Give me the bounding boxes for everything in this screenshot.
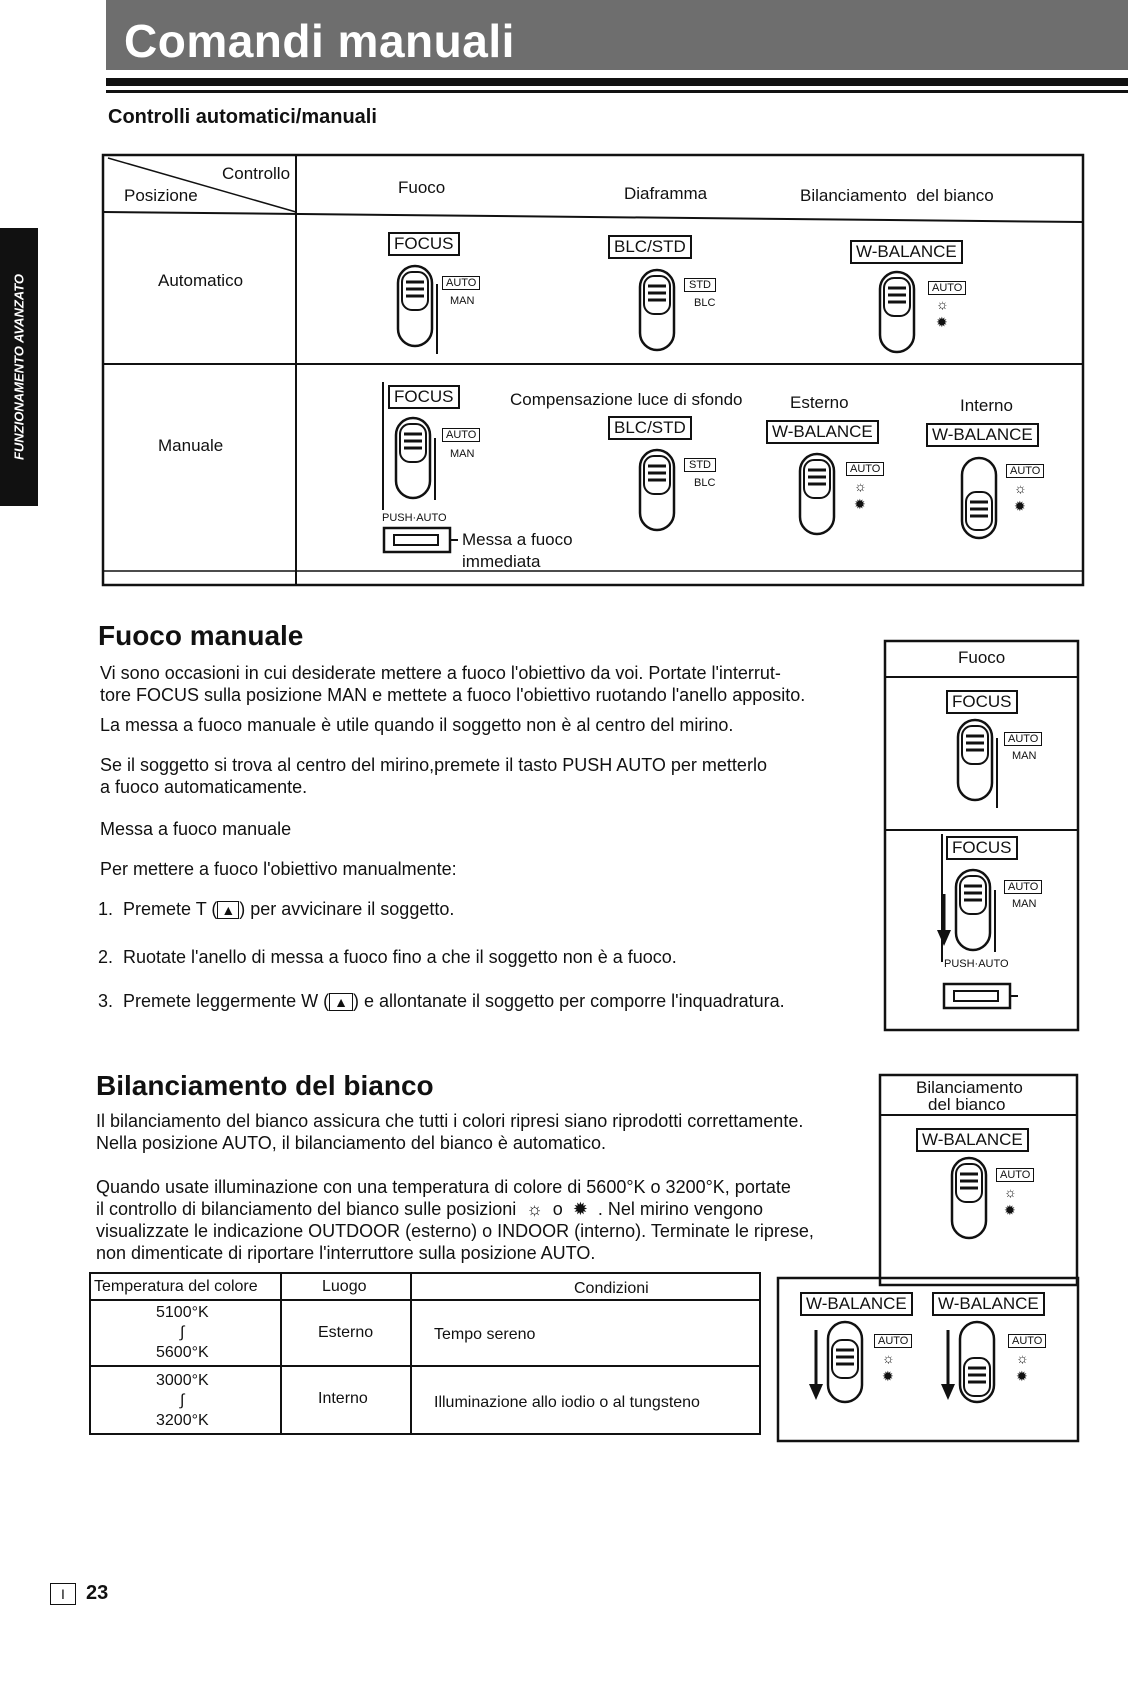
wb-box-title-2: del bianco — [928, 1095, 1006, 1114]
focus-p2: La messa a fuoco manuale è utile quando il soggetto non è al centro del mirino. — [100, 715, 734, 735]
focus-box-push: PUSH·AUTO — [944, 958, 1009, 970]
col-iris: Diaframma — [624, 184, 708, 203]
tele-icon: ▲ — [217, 901, 239, 919]
blc-label-auto: BLC/STD — [608, 235, 692, 259]
std-tag-2: STD — [684, 458, 716, 472]
man-tag-1: MAN — [450, 295, 475, 307]
outdoor-label: Esterno — [790, 393, 849, 412]
row-automatic: Automatico — [158, 271, 244, 290]
row2-temp-from: 3000°K — [156, 1372, 209, 1389]
wb-box-auto: AUTO — [996, 1168, 1034, 1182]
focus-box-man-2: MAN — [1012, 898, 1037, 910]
wb-box-title-1: Bilanciamento — [916, 1078, 1023, 1097]
auto-tag-4: AUTO — [846, 462, 884, 476]
focus-label-man: FOCUS — [388, 385, 460, 409]
row1-temp-from: 5100°K — [156, 1304, 209, 1321]
instant-focus-1: Messa a fuoco — [462, 530, 573, 549]
row2-temp-sep: ∫ — [180, 1392, 185, 1409]
auto-tag-2: AUTO — [928, 281, 966, 295]
focus-p3: Se il soggetto si trova al centro del mirino,premete il tasto PUSH AUTO per metterlo — [100, 755, 767, 775]
wb-label-indoor: W-BALANCE — [926, 423, 1039, 447]
focus-section-title: Fuoco manuale — [98, 620, 304, 651]
auto-tag-5: AUTO — [1006, 464, 1044, 478]
auto-tag-1: AUTO — [442, 276, 480, 290]
bulb-icon: ✹ — [572, 1199, 588, 1219]
focus-p3b: a fuoco automaticamente. — [100, 777, 308, 797]
wide-icon: ▲ — [329, 993, 353, 1011]
wb-label-outdoor: W-BALANCE — [766, 420, 879, 444]
row2-place: Interno — [318, 1390, 368, 1407]
row2-temp-to: 3200°K — [156, 1412, 209, 1429]
wb-section-title: Bilanciamento del bianco — [96, 1070, 434, 1101]
wb-p1b: Nella posizione AUTO, il bilanciamento del bianco è automatico. — [96, 1133, 606, 1153]
page-number: 23 — [86, 1582, 109, 1604]
focus-step-3: 3. Premete leggermente W ( ▲ ) e allontanate il soggetto per comporre l'inquadratura. — [98, 991, 785, 1011]
temp-col-header: Temperatura del colore — [94, 1278, 258, 1295]
sun-icon: ☼ — [854, 478, 867, 494]
blc-tag-1: BLC — [694, 297, 716, 309]
std-tag-1: STD — [684, 278, 716, 292]
wb-box-label-indoor: W-BALANCE — [932, 1292, 1045, 1316]
bulb-icon: ✹ — [1016, 1368, 1028, 1384]
focus-box-label-2: FOCUS — [946, 836, 1018, 860]
wb-p2d: non dimenticate di riportare l'interruttore sulla posizione AUTO. — [96, 1243, 596, 1263]
corner-control: Controllo — [222, 164, 291, 183]
focus-step-2: 2. Ruotate l'anello di messa a fuoco fino a che il soggetto non è a fuoco. — [98, 947, 677, 967]
sun-icon: ☼ — [936, 296, 949, 312]
side-tab-label: FUNZIONAMENTO AVANZATO — [11, 273, 27, 461]
focus-box-auto-2: AUTO — [1004, 880, 1042, 894]
wb-box-auto-outdoor: AUTO — [874, 1334, 912, 1348]
wb-p2b: il controllo di bilanciamento del bianco sulle posizioni ☼ o ✹ . Nel mirino vengono — [96, 1199, 764, 1219]
row1-temp-sep: ∫ — [180, 1324, 185, 1341]
focus-p4: Messa a fuoco manuale — [100, 819, 292, 839]
cond-col-header: Condizioni — [574, 1280, 649, 1297]
sun-icon: ☼ — [882, 1350, 895, 1366]
wb-p1: Il bilanciamento del bianco assicura che tutti i colori ripresi siano riprodotti correttamente. — [96, 1111, 804, 1131]
focus-step-1: 1. Premete T ( ▲ ) per avvicinare il soggetto. — [98, 899, 455, 919]
bulb-icon: ✹ — [936, 314, 948, 330]
focus-box-label-1: FOCUS — [946, 690, 1018, 714]
row1-cond: Tempo sereno — [434, 1326, 536, 1343]
bulb-icon: ✹ — [1014, 498, 1026, 514]
row1-temp-to: 5600°K — [156, 1344, 209, 1361]
blc-label-man: BLC/STD — [608, 416, 692, 440]
focus-p1: Vi sono occasioni in cui desiderate mettere a fuoco l'obiettivo da voi. Portate l'interrut- — [100, 663, 781, 683]
focus-box-man-1: MAN — [1012, 750, 1037, 762]
indoor-label: Interno — [960, 396, 1013, 415]
focus-box-switch-2 — [936, 834, 1046, 1024]
wb-box-label-outdoor: W-BALANCE — [800, 1292, 913, 1316]
sun-icon: ☼ — [526, 1199, 543, 1219]
wb-p2c: visualizzate le indicazione OUTDOOR (esterno) o INDOOR (interno). Terminate le riprese, — [96, 1221, 814, 1241]
row2-cond: Illuminazione allo iodio o al tungsteno — [434, 1394, 700, 1411]
focus-box-auto-1: AUTO — [1004, 732, 1042, 746]
backlight-label: Compensazione luce di sfondo — [510, 390, 743, 409]
language-badge: I — [50, 1583, 76, 1605]
wb-box-auto-indoor: AUTO — [1008, 1334, 1046, 1348]
col-focus: Fuoco — [398, 178, 446, 197]
row1-place: Esterno — [318, 1324, 374, 1341]
blc-tag-2: BLC — [694, 477, 716, 489]
sun-icon: ☼ — [1016, 1350, 1029, 1366]
instant-focus-2: immediata — [462, 552, 541, 571]
place-col-header: Luogo — [322, 1278, 367, 1295]
bulb-icon: ✹ — [882, 1368, 894, 1384]
sun-icon: ☼ — [1014, 480, 1027, 496]
col-white-balance: Bilanciamento del bianco — [800, 186, 994, 205]
focus-p5: Per mettere a fuoco l'obiettivo manualmente: — [100, 859, 457, 879]
corner-position: Posizione — [124, 186, 198, 205]
auto-tag-3: AUTO — [442, 428, 480, 442]
push-auto-label: PUSH·AUTO — [382, 512, 447, 524]
wb-box-label: W-BALANCE — [916, 1128, 1029, 1152]
controls-heading: Controlli automatici/manuali — [108, 106, 377, 128]
focus-p1b: tore FOCUS sulla posizione MAN e mettete a fuoco l'obiettivo ruotando l'anello apposito. — [100, 685, 806, 705]
wb-p2: Quando usate illuminazione con una temperatura di colore di 5600°K o 3200°K, portate — [96, 1177, 791, 1197]
row-manual: Manuale — [158, 436, 224, 455]
focus-label-auto: FOCUS — [388, 232, 460, 256]
page-title: Comandi manuali — [124, 15, 515, 67]
sun-icon: ☼ — [1004, 1184, 1017, 1200]
bulb-icon: ✹ — [1004, 1202, 1016, 1218]
man-tag-2: MAN — [450, 448, 475, 460]
wb-label-auto: W-BALANCE — [850, 240, 963, 264]
bulb-icon: ✹ — [854, 496, 866, 512]
focus-box-title: Fuoco — [958, 648, 1006, 667]
